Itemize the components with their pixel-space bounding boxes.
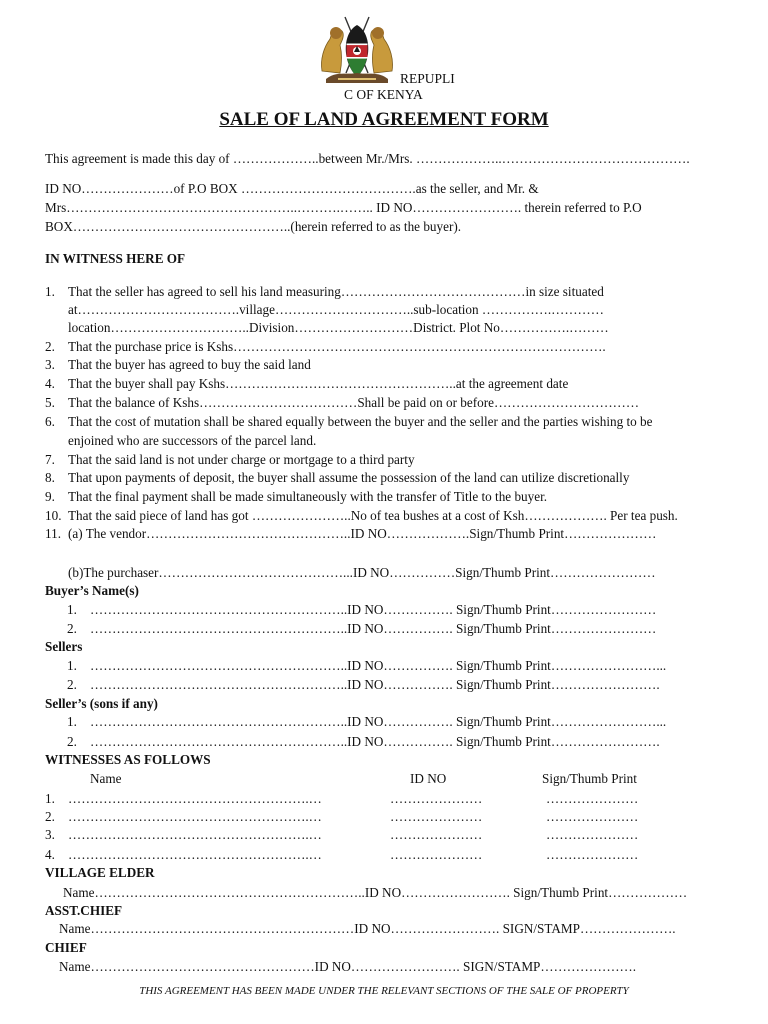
seller-line: …………………………………………………..ID NO……………. Sign/Thumb Print……………………... (90, 658, 667, 673)
chief-line: Name……………………………………………ID NO……………………. SIGN/STAMP…………………. (59, 959, 636, 974)
asst-chief-heading: ASST.CHIEF (45, 903, 123, 918)
village-elder-line: Name……………………………………………………..ID NO……………………. Sign/Thumb Print……………… (63, 885, 688, 900)
chief-heading: CHIEF (45, 940, 87, 955)
clause-number: 11. (45, 526, 61, 541)
page-title: SALE OF LAND AGREEMENT FORM (219, 109, 549, 130)
clause-text: enjoined who are successors of the parcel land. (68, 433, 317, 448)
clause-number: 3. (45, 357, 55, 372)
clause-number: 7. (45, 452, 55, 467)
buyer-number: 2. (67, 621, 77, 636)
witness-name-blank: ……………………………………………….… (68, 809, 322, 824)
witnesses-heading: WITNESSES AS FOLLOWS (45, 752, 211, 767)
witness-sign-blank: ………………… (546, 791, 639, 806)
buyer-line: …………………………………………………..ID NO……………. Sign/Thumb Print…………………… (90, 602, 657, 617)
clause-text: That the purchase price is Kshs…………………………………………………………………………. (68, 339, 606, 354)
clause-text: That the cost of mutation shall be shared equally between the buyer and the seller and the parties wishing to be (68, 414, 653, 429)
intro-line: Mrs……………………………………………..……….…….. ID NO……………………. therein referred to P.O (45, 200, 642, 215)
clause-number: 4. (45, 376, 55, 391)
clause-text: That the buyer has agreed to buy the said land (68, 357, 311, 372)
seller-line: …………………………………………………..ID NO……………. Sign/Thumb Print……………………. (90, 677, 660, 692)
son-line: …………………………………………………..ID NO……………. Sign/Thumb Print……………………... (90, 714, 667, 729)
clause-number: 6. (45, 414, 55, 429)
buyer-number: 1. (67, 602, 77, 617)
witness-id-blank: ………………… (390, 847, 483, 862)
clause-text: That the buyer shall pay Kshs……………………………………………..at the agreement date (68, 376, 569, 391)
buyer-line: …………………………………………………..ID NO……………. Sign/Thumb Print…………………… (90, 621, 657, 636)
son-number: 2. (67, 734, 77, 749)
clause-number: 9. (45, 489, 55, 504)
village-elder-heading: VILLAGE ELDER (45, 865, 155, 880)
witness-sign-blank: ………………… (546, 847, 639, 862)
coat-of-arms-icon (316, 13, 398, 87)
clause-number: 2. (45, 339, 55, 354)
witness-number: 1. (45, 791, 55, 806)
witness-number: 4. (45, 847, 55, 862)
clause-number: 10. (45, 508, 62, 523)
sellers-heading: Sellers (45, 639, 83, 654)
clause-text: That the seller has agreed to sell his land measuring……………………………………in size situated (68, 284, 604, 299)
witness-id-blank: ………………… (390, 809, 483, 824)
witness-name-blank: ……………………………………………….… (68, 827, 322, 842)
clause-text: That the said piece of land has got …………………..No of tea bushes at a cost of Ksh………………. Per tea push. (68, 508, 678, 523)
witness-col-name: Name (90, 771, 122, 786)
intro-line: This agreement is made this day of ………………..between Mr./Mrs. ………………..……………………………………. (45, 151, 690, 166)
clause-text: That the balance of Kshs………………………………Shall be paid on or before…………………………… (68, 395, 640, 410)
clause-number: 8. (45, 470, 55, 485)
seller-number: 1. (67, 658, 77, 673)
clause-number: 1. (45, 284, 55, 299)
section-heading: IN WITNESS HERE OF (45, 251, 186, 266)
intro-line: BOX…………………………………………..(herein referred to as the buyer). (45, 219, 462, 234)
clause-text: location…………………………..Division………………………District. Plot No…………….……… (68, 320, 609, 335)
intro-line: ID NO…………………of P.O BOX ………………………………….as the seller, and Mr. & (45, 181, 539, 196)
clause-text: That the final payment shall be made simultaneously with the transfer of Title to the buyer. (68, 489, 548, 504)
witness-number: 2. (45, 809, 55, 824)
footer-note: THIS AGREEMENT HAS BEEN MADE UNDER THE RELEVANT SECTIONS OF THE SALE OF PROPERTY (139, 985, 629, 997)
purchaser-line: (b)The purchaser……………………………………...ID NO……………Sign/Thumb Print…………………… (68, 565, 656, 580)
clause-text: That upon payments of deposit, the buyer shall assume the possession of the land can utilize discretionally (68, 470, 630, 485)
witness-name-blank: ……………………………………………….… (68, 791, 322, 806)
clause-text: That the said land is not under charge or mortgage to a third party (68, 452, 415, 467)
witness-number: 3. (45, 827, 55, 842)
sons-heading: Seller’s (sons if any) (45, 696, 158, 711)
buyers-heading: Buyer’s Name(s) (45, 583, 139, 598)
clause-number: 5. (45, 395, 55, 410)
witness-col-sign: Sign/Thumb Print (542, 771, 637, 786)
witness-col-id: ID NO (410, 771, 447, 786)
republic-label-line2: C OF KENYA (344, 89, 423, 100)
witness-name-blank: ……………………………………………….… (68, 847, 322, 862)
witness-id-blank: ………………… (390, 827, 483, 842)
republic-label-line1: REPUPLI (400, 71, 455, 86)
son-line: …………………………………………………..ID NO……………. Sign/Thumb Print……………………. (90, 734, 660, 749)
clause-text: (a) The vendor………………………………………..ID NO……………….Sign/Thumb Print………………… (68, 526, 657, 541)
asst-chief-line: Name……………………………………………………ID NO……………………. SIGN/STAMP…………………. (59, 921, 676, 936)
son-number: 1. (67, 714, 77, 729)
clause-text: at……………………………….village…………………………..sub-location …………….………… (68, 302, 604, 317)
seller-number: 2. (67, 677, 77, 692)
witness-id-blank: ………………… (390, 791, 483, 806)
witness-sign-blank: ………………… (546, 809, 639, 824)
witness-sign-blank: ………………… (546, 827, 639, 842)
